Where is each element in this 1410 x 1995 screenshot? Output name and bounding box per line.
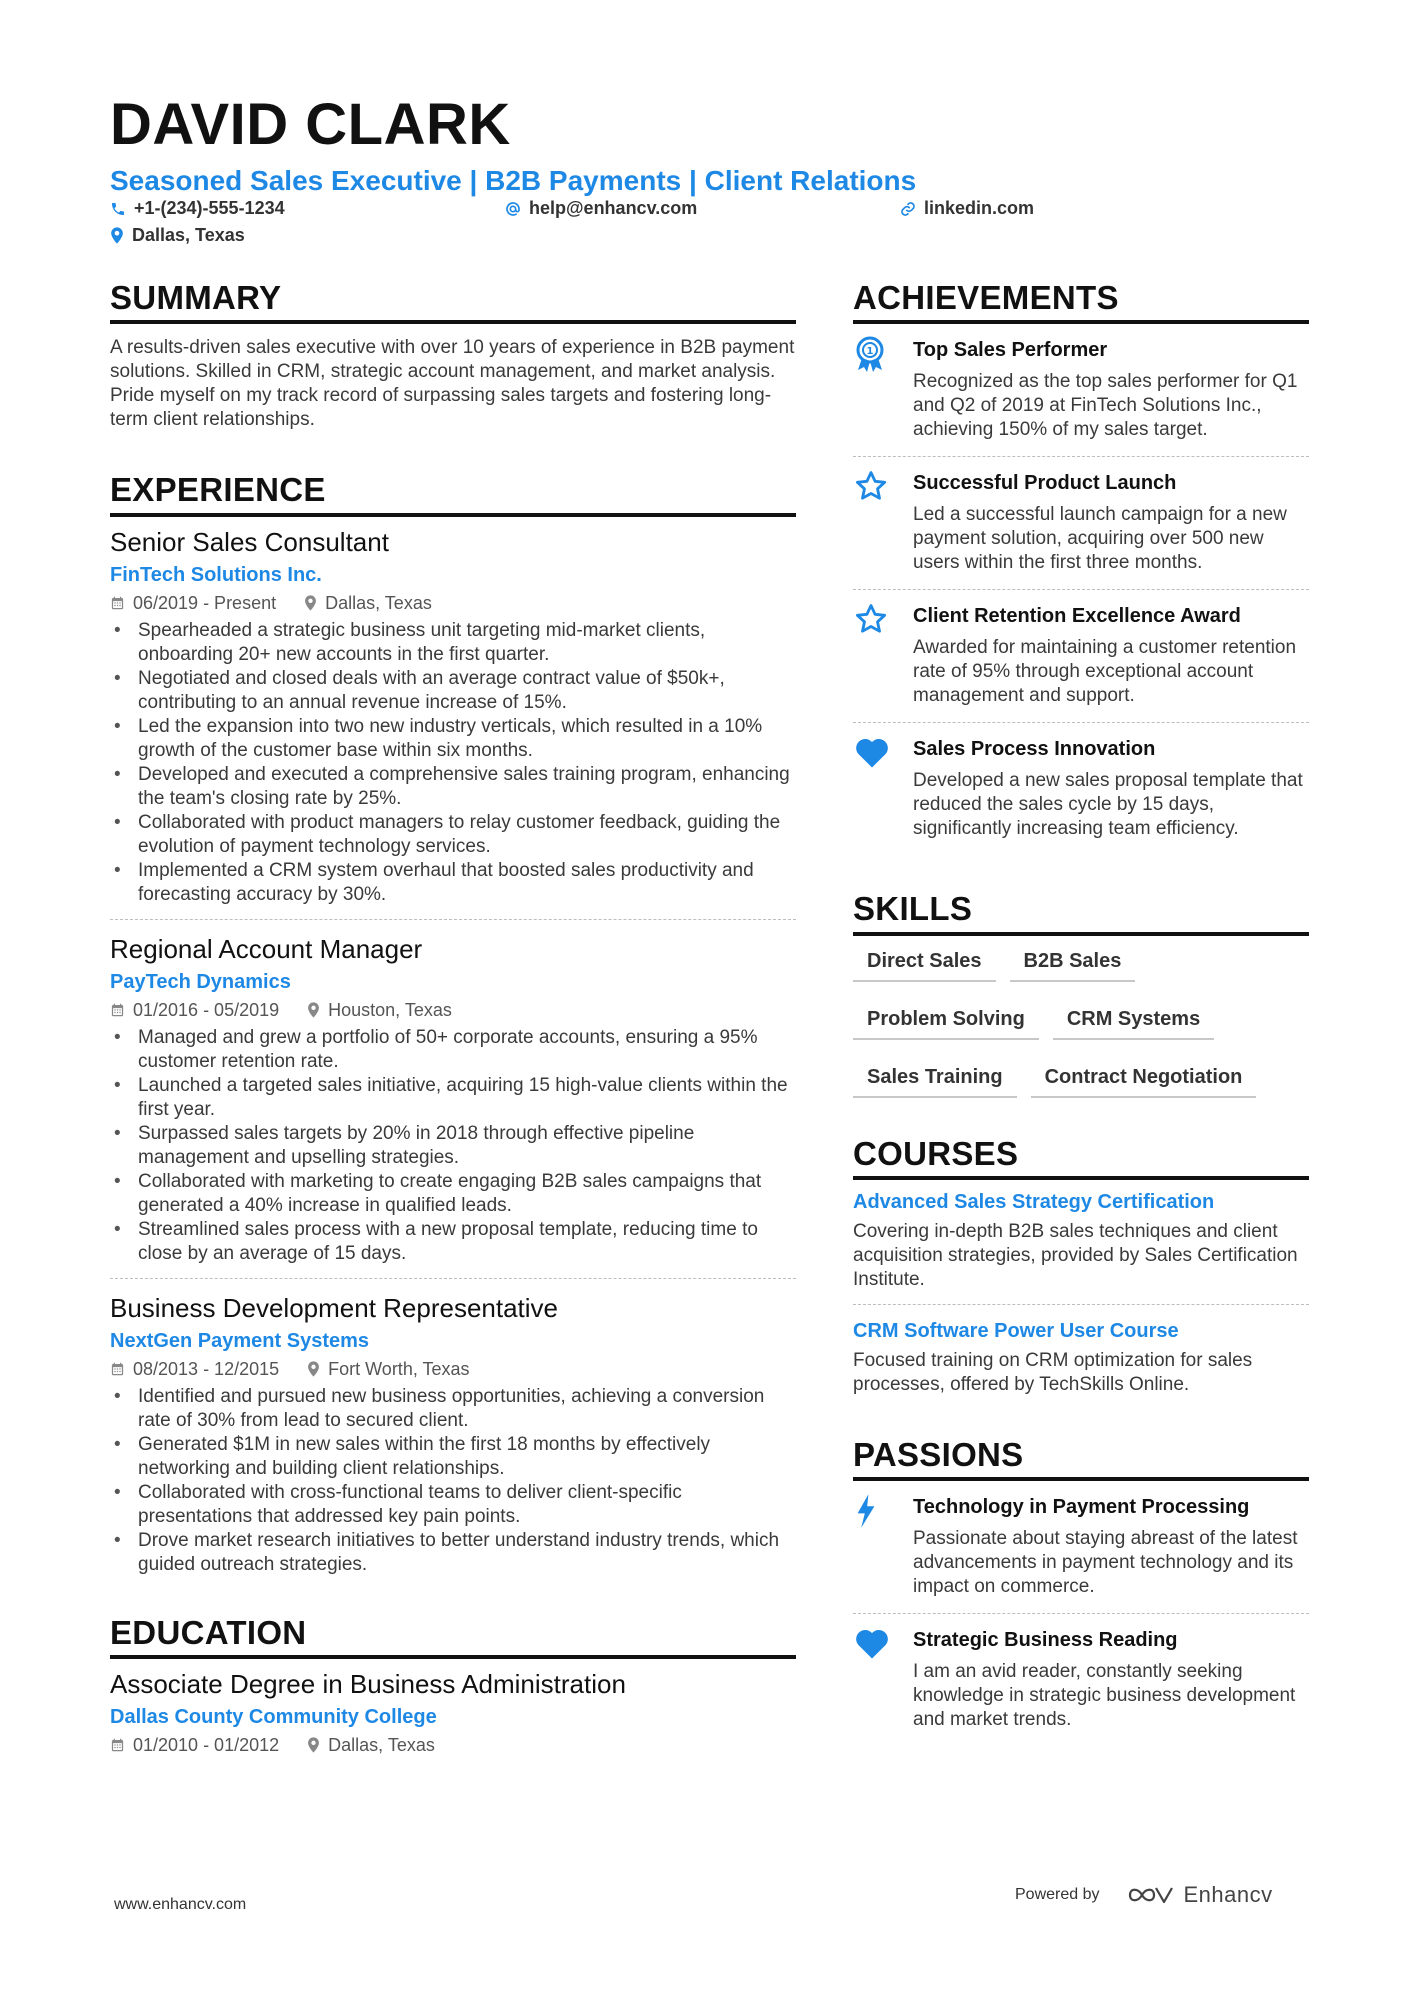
calendar-icon	[110, 1361, 125, 1377]
experience-item	[110, 932, 796, 1279]
skill-tag: Contract Negotiation	[1031, 1058, 1257, 1098]
passion-desc: Passionate about staying abreast of the latest advancements in payment technology and its impact on commerce.	[913, 1528, 1298, 1598]
job-dates: 01/2016 - 05/2019	[110, 996, 279, 1024]
contact-phone	[110, 198, 285, 219]
phone-text: +1-(234)-555-1234	[134, 198, 285, 218]
location-pin-icon	[307, 1361, 320, 1377]
at-sign-icon	[505, 201, 521, 217]
phone-icon	[110, 201, 126, 217]
job-bullet: • Developed and executed a comprehensive sales training program, enhancing the team's closing rate by 25%.	[110, 763, 796, 811]
passion-item	[853, 1481, 1309, 1614]
education-title: EDUCATION	[110, 1615, 796, 1659]
education-school: Dallas County Community College	[110, 1705, 437, 1728]
job-bullet: • Streamlined sales process with a new proposal template, reducing time to close by an average of 15 days.	[110, 1218, 796, 1266]
achievement-desc: Awarded for maintaining a customer retention rate of 95% through exceptional account management and support.	[913, 637, 1297, 707]
skill-tag: B2B Sales	[1010, 942, 1136, 982]
job-dates: 08/2013 - 12/2015	[110, 1355, 279, 1383]
job-bullet: • Collaborated with cross-functional teams to deliver client-specific presentations that addressed key pain points.	[110, 1481, 796, 1529]
location-pin-icon	[307, 1002, 320, 1018]
education-dates: 01/2010 - 01/2012	[110, 1731, 279, 1759]
right-column	[853, 280, 1309, 1746]
contact-email[interactable]	[505, 198, 697, 219]
skills-list	[853, 942, 1309, 1116]
passion-desc: I am an avid reader, constantly seeking knowledge in strategic business development and market trends.	[913, 1661, 1296, 1731]
brand-name: Enhancv	[1183, 1882, 1273, 1907]
course-desc: Covering in-depth B2B sales techniques and client acquisition strategies, provided by Sales Certification Institute.	[853, 1220, 1298, 1290]
job-location: Houston, Texas	[307, 996, 452, 1024]
achievements-section	[853, 280, 1309, 855]
skill-tag: CRM Systems	[1053, 1000, 1214, 1040]
achievement-desc: Led a successful launch campaign for a new payment solution, acquiring over 500 new users within the first three months.	[913, 504, 1287, 574]
skill-tag: Problem Solving	[853, 1000, 1039, 1040]
job-bullet: • Led the expansion into two new industry verticals, which resulted in a 10% growth of the customer base within six months.	[110, 715, 796, 763]
calendar-icon	[110, 1002, 125, 1018]
enhancv-logo-icon	[1126, 1883, 1174, 1907]
award-icon	[853, 336, 887, 374]
experience-item	[110, 525, 796, 920]
job-company: FinTech Solutions Inc.	[110, 563, 322, 586]
achievement-desc: Developed a new sales proposal template that reduced the sales cycle by 15 days, significantly increasing team efficiency.	[913, 770, 1303, 840]
location-pin-icon	[307, 1737, 320, 1753]
job-company: PayTech Dynamics	[110, 970, 291, 993]
job-bullet: • Negotiated and closed deals with an average contract value of $50k+, contributing to an annual revenue increase of 15%.	[110, 667, 796, 715]
job-bullets	[110, 1385, 796, 1577]
passion-title: Technology in Payment Processing	[913, 1496, 1250, 1519]
star-icon	[853, 602, 889, 636]
job-title: Business Development Representative	[110, 1292, 559, 1323]
education-location: Dallas, Texas	[307, 1731, 435, 1759]
location-pin-icon	[304, 595, 317, 611]
job-bullet: • Drove market research initiatives to better understand industry trends, which guided outreach strategies.	[110, 1529, 796, 1577]
job-bullet: • Identified and pursued new business opportunities, achieving a conversion rate of 30% from lead to secured client.	[110, 1385, 796, 1433]
job-title: Regional Account Manager	[110, 933, 423, 964]
link-icon	[900, 201, 916, 217]
contact-location	[110, 225, 245, 246]
courses-section	[853, 1136, 1309, 1409]
education-meta	[110, 1731, 796, 1759]
job-company: NextGen Payment Systems	[110, 1329, 370, 1352]
job-bullet: • Launched a targeted sales initiative, acquiring 15 high-value clients within the first year.	[110, 1074, 796, 1122]
skill-tag: Sales Training	[853, 1058, 1017, 1098]
passion-title: Strategic Business Reading	[913, 1629, 1178, 1652]
job-bullets	[110, 619, 796, 907]
education-degree: Associate Degree in Business Administration	[110, 1668, 626, 1699]
summary-text: A results-driven sales executive with over 10 years of experience in B2B payment solutions. Skilled in CRM, strategic account management, and market analysis. Pride myself on my track record of surpassing sales targets and fostering long-term client relationships.	[110, 337, 795, 431]
achievement-title: Successful Product Launch	[913, 472, 1177, 495]
location-text: Dallas, Texas	[132, 225, 245, 245]
heart-icon	[853, 735, 891, 769]
email-text: help@enhancv.com	[529, 198, 698, 218]
course-desc: Focused training on CRM optimization for sales processes, offered by TechSkills Online.	[853, 1349, 1253, 1395]
achievement-item	[853, 324, 1309, 457]
experience-section	[110, 472, 796, 1588]
heart-icon	[853, 1626, 891, 1660]
job-bullet: • Implemented a CRM system overhaul that boosted sales productivity and forecasting accuracy by 30%.	[110, 859, 796, 907]
job-location: Fort Worth, Texas	[307, 1355, 469, 1383]
job-bullet: • Surpassed sales targets by 20% in 2018 through effective pipeline management and upselling strategies.	[110, 1122, 796, 1170]
course-item	[853, 1317, 1309, 1409]
course-title: Advanced Sales Strategy Certification	[853, 1190, 1215, 1213]
courses-title: COURSES	[853, 1136, 1309, 1180]
footer-website[interactable]: www.enhancv.com	[114, 1896, 247, 1913]
passions-title: PASSIONS	[853, 1437, 1309, 1481]
course-item	[853, 1188, 1309, 1305]
achievements-title: ACHIEVEMENTS	[853, 280, 1309, 324]
job-title: Senior Sales Consultant	[110, 526, 389, 557]
job-meta	[110, 996, 796, 1024]
location-pin-icon	[110, 227, 124, 244]
achievement-title: Client Retention Excellence Award	[913, 605, 1241, 628]
left-column	[110, 280, 796, 1759]
summary-section	[110, 280, 796, 432]
skills-title: SKILLS	[853, 891, 1309, 935]
contact-linkedin[interactable]	[900, 198, 1034, 219]
skill-tag: Direct Sales	[853, 942, 996, 982]
job-bullet: • Managed and grew a portfolio of 50+ corporate accounts, ensuring a 95% customer retention rate.	[110, 1026, 796, 1074]
summary-title: SUMMARY	[110, 280, 796, 324]
passions-section	[853, 1437, 1309, 1746]
job-meta	[110, 589, 796, 617]
passion-item	[853, 1614, 1309, 1746]
achievement-title: Top Sales Performer	[913, 339, 1108, 362]
achievement-item	[853, 590, 1309, 723]
achievement-title: Sales Process Innovation	[913, 738, 1156, 761]
job-bullets	[110, 1026, 796, 1266]
job-bullet: • Spearheaded a strategic business unit targeting mid-market clients, onboarding 20+ new accounts in the first quarter.	[110, 619, 796, 667]
calendar-icon	[110, 595, 125, 611]
star-icon	[853, 469, 889, 503]
footer-powered-by[interactable]	[1015, 1882, 1273, 1908]
course-title: CRM Software Power User Course	[853, 1319, 1179, 1342]
job-bullet: • Collaborated with product managers to relay customer feedback, guiding the evolution of payment technology services.	[110, 811, 796, 859]
job-dates: 06/2019 - Present	[110, 589, 276, 617]
achievement-item	[853, 723, 1309, 855]
job-bullet: • Generated $1M in new sales within the first 18 months by effectively networking and building client relationships.	[110, 1433, 796, 1481]
powered-by-label: Powered by	[1015, 1886, 1100, 1903]
job-meta	[110, 1355, 796, 1383]
job-location: Dallas, Texas	[304, 589, 432, 617]
job-bullet: • Collaborated with marketing to create engaging B2B sales campaigns that generated a 40% increase in qualified leads.	[110, 1170, 796, 1218]
candidate-headline: Seasoned Sales Executive | B2B Payments | Client Relations	[110, 165, 917, 196]
education-section	[110, 1615, 796, 1759]
candidate-name: DAVID CLARK	[110, 92, 511, 157]
svg-text:1: 1	[866, 346, 874, 358]
achievement-desc: Recognized as the top sales performer for Q1 and Q2 of 2019 at FinTech Solutions Inc., achieving 150% of my sales target.	[913, 371, 1298, 441]
experience-item	[110, 1291, 796, 1589]
experience-title: EXPERIENCE	[110, 472, 796, 516]
skills-section	[853, 891, 1309, 1115]
achievement-item	[853, 457, 1309, 590]
calendar-icon	[110, 1737, 125, 1753]
lightning-icon	[853, 1493, 879, 1529]
linkedin-text: linkedin.com	[924, 198, 1035, 218]
